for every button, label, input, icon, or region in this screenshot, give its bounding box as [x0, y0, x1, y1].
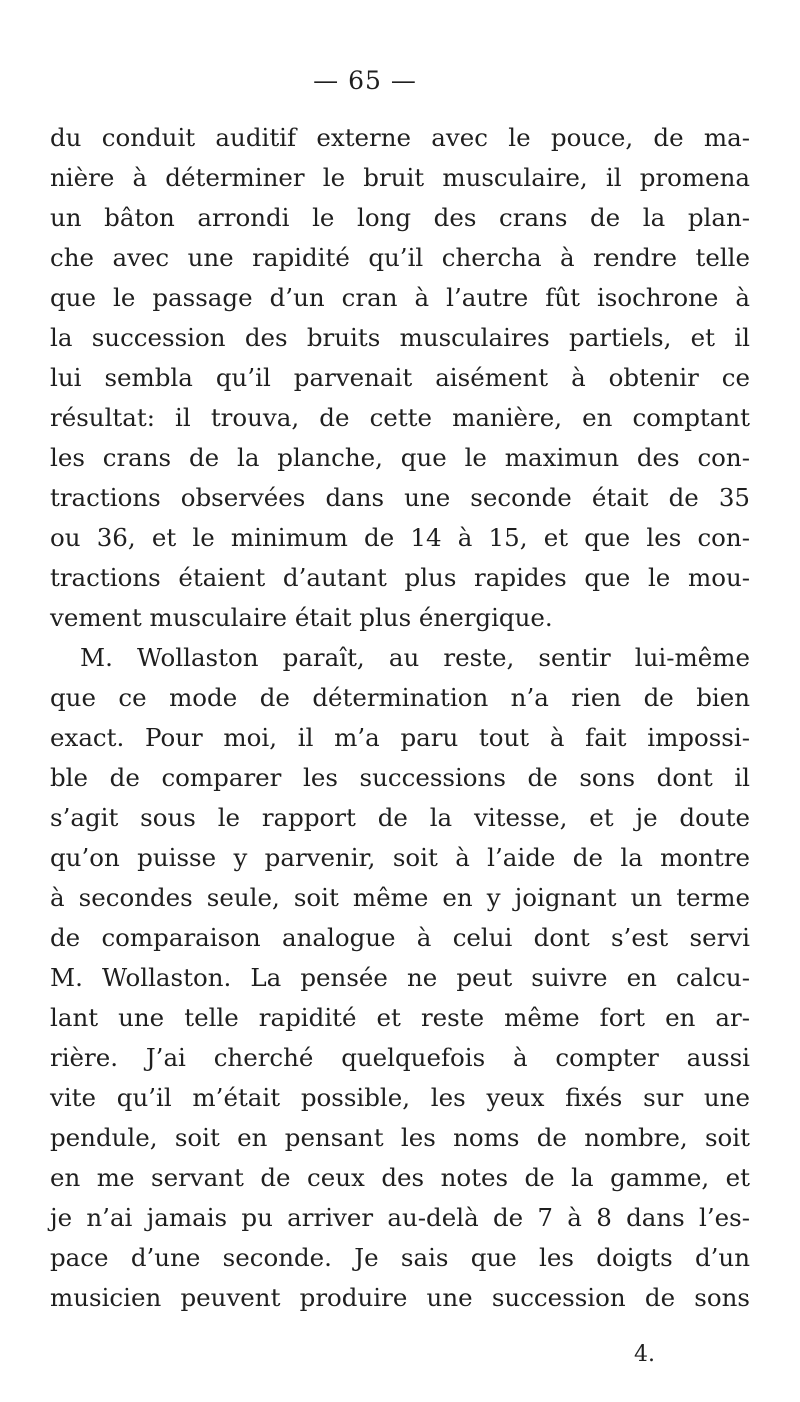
text-line: ble de comparer les successions de sons dont il	[50, 763, 750, 792]
text-line: nière à déterminer le bruit musculaire, il promena	[50, 163, 750, 192]
text-line: exact. Pour moi, il m’a paru tout à fait impossi-	[50, 723, 750, 752]
text-line: que le passage d’un cran à l’autre fût isochrone à	[50, 283, 750, 312]
signature-mark: 4.	[634, 1342, 655, 1367]
text-line: vite qu’il m’était possible, les yeux fixés sur une	[50, 1083, 750, 1112]
text-line: à secondes seule, soit même en y joignant un terme	[50, 883, 750, 912]
text-line: un bâton arrondi le long des crans de la plan-	[50, 203, 750, 232]
text-line: en me servant de ceux des notes de la gamme, et	[50, 1163, 750, 1192]
text-line: la succession des bruits musculaires partiels, et il	[50, 323, 750, 352]
text-line: que ce mode de détermination n’a rien de bien	[50, 683, 750, 712]
text-line: tractions observées dans une seconde était de 35	[50, 483, 750, 512]
text-line: pendule, soit en pensant les noms de nombre, soit	[50, 1123, 750, 1152]
text-line: je n’ai jamais pu arriver au-delà de 7 à 8 dans l’es-	[50, 1203, 750, 1232]
text-line: vement musculaire était plus énergique.	[50, 603, 553, 632]
text-line: M. Wollaston. La pensée ne peut suivre en calcu-	[50, 963, 750, 992]
text-line: de comparaison analogue à celui dont s’est servi	[50, 923, 750, 952]
text-line: qu’on puisse y parvenir, soit à l’aide de la montre	[50, 843, 750, 872]
body-text	[50, 118, 750, 1318]
text-line: ou 36, et le minimum de 14 à 15, et que les con-	[50, 523, 750, 552]
text-line: tractions étaient d’autant plus rapides que le mou-	[50, 563, 750, 592]
text-line: lui sembla qu’il parvenait aisément à obtenir ce	[50, 363, 750, 392]
text-line: che avec une rapidité qu’il chercha à rendre telle	[50, 243, 750, 272]
text-line: lant une telle rapidité et reste même fort en ar-	[50, 1003, 750, 1032]
page-number: — 65 —	[313, 66, 417, 95]
text-line: s’agit sous le rapport de la vitesse, et je doute	[50, 803, 750, 832]
text-line: pace d’une seconde. Je sais que les doigts d’un	[50, 1243, 750, 1272]
text-line: résultat: il trouva, de cette manière, en comptant	[50, 403, 750, 432]
text-line: musicien peuvent produire une succession de sons	[50, 1283, 750, 1312]
text-line: les crans de la planche, que le maximun des con-	[50, 443, 750, 472]
text-line: M. Wollaston paraît, au reste, sentir lui-même	[80, 643, 750, 672]
text-line: rière. J’ai cherché quelquefois à compter aussi	[50, 1043, 750, 1072]
text-line: du conduit auditif externe avec le pouce, de ma-	[50, 123, 750, 152]
